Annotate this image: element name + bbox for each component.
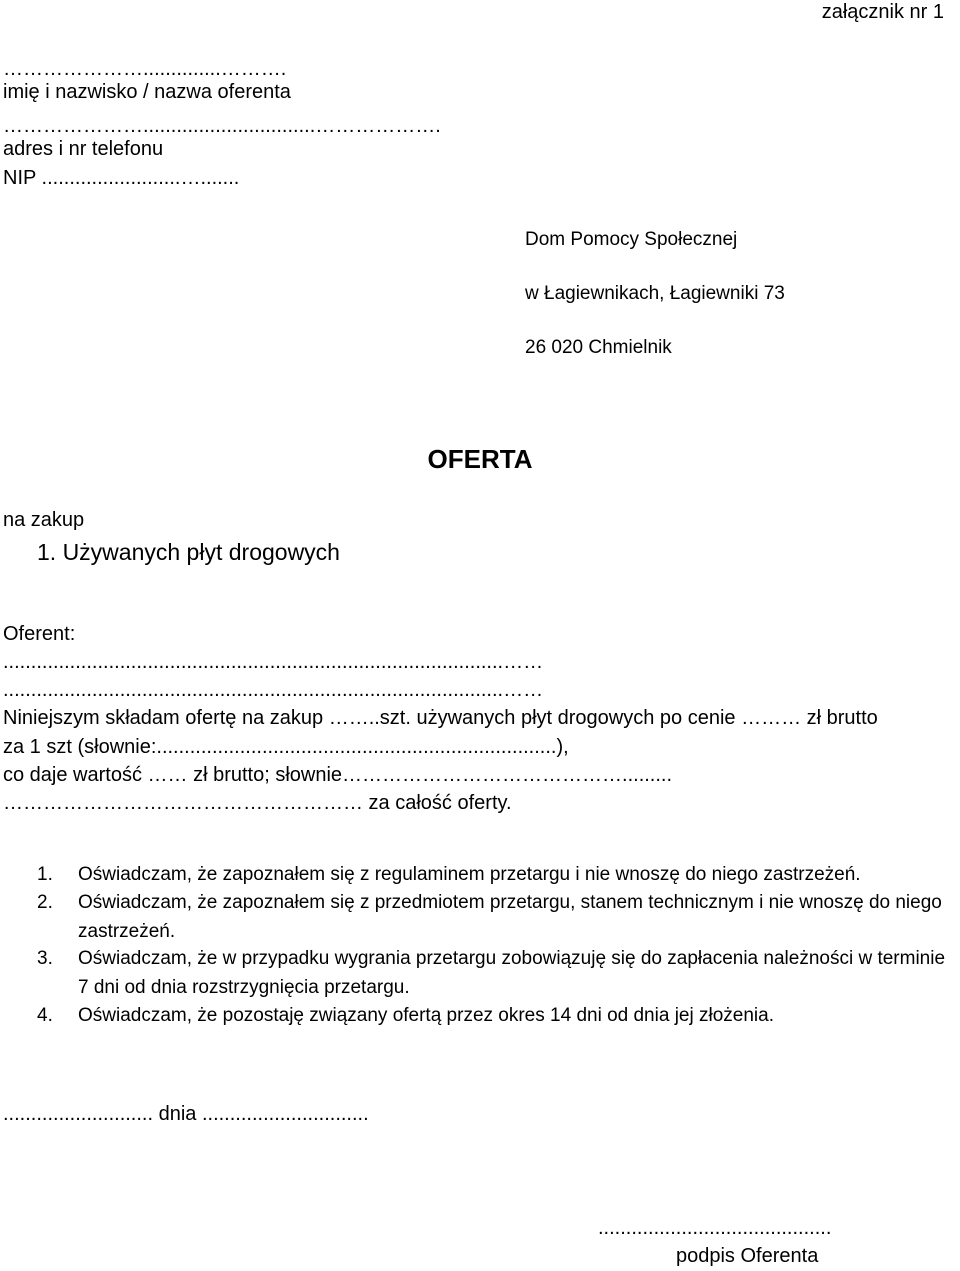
declaration-text: Oświadczam, że zapoznałem się z przedmiotem przetargu, stanem technicznym i nie wnoszę do niego zastrzeżeń.	[78, 892, 942, 942]
declaration-text: Oświadczam, że w przypadku wygrania przetargu zobowiązuję się do zapłacenia należności w terminie 7 dni od dnia rozstrzygnięcia przetargu.	[78, 948, 946, 998]
signature-label: podpis Oferenta	[676, 1245, 819, 1267]
offer-line-1: Niniejszym składam ofertę na zakup ……..szt. używanych płyt drogowych po cenie ……… zł brutto	[3, 707, 878, 729]
declaration-text: Oświadczam, że pozostaję związany ofertą przez okres 14 dni od dnia jej złożenia.	[78, 1005, 774, 1026]
nip-dots: .........................….......	[35, 167, 240, 189]
declaration-number: 2.	[37, 892, 53, 913]
subject-intro: na zakup	[3, 509, 85, 531]
bidder-dots-2: ..........................................................................................……	[3, 679, 544, 701]
declaration-text: Oświadczam, że zapoznałem się z regulaminem przetargu i nie wnoszę do niego zastrzeżeń.	[78, 864, 861, 885]
page-title: OFERTA	[427, 444, 533, 474]
bidder-name-label: imię i nazwisko / nazwa oferenta	[3, 81, 291, 103]
recipient-line-1: Dom Pomocy Społecznej	[525, 229, 738, 250]
offer-line-2: za 1 szt (słownie:........................................................................),	[3, 736, 569, 758]
bidder-label: Oferent:	[3, 623, 76, 645]
recipient-line-2: w Łagiewnikach, Łagiewniki 73	[525, 283, 785, 304]
declaration-number: 1.	[37, 864, 53, 885]
bidder-address-label: adres i nr telefonu	[3, 138, 164, 160]
bidder-dots-1: ..........................................................................................……	[3, 651, 544, 673]
subject-item: 1. Używanych płyt drogowych	[37, 539, 340, 565]
offer-line-4: ……………………………………………… za całość oferty.	[3, 792, 512, 814]
annex-label: załącznik nr 1	[821, 1, 944, 23]
bidder-name-dots: …………………..............……….	[3, 58, 287, 80]
recipient-line-3: 26 020 Chmielnik	[525, 337, 672, 358]
offer-line-3: co daje wartość …… zł brutto; słownie…………………………………….........	[3, 764, 673, 786]
signature-dots: ..........................................	[598, 1217, 832, 1239]
nip-line	[3, 166, 239, 190]
declaration-number: 3.	[37, 948, 53, 969]
bidder-address-dots: …………………...............................……………….	[3, 115, 441, 137]
place-date-line: ........................... dnia ..............................	[3, 1103, 369, 1125]
nip-label: NIP	[3, 167, 36, 189]
declaration-number: 4.	[37, 1005, 53, 1026]
